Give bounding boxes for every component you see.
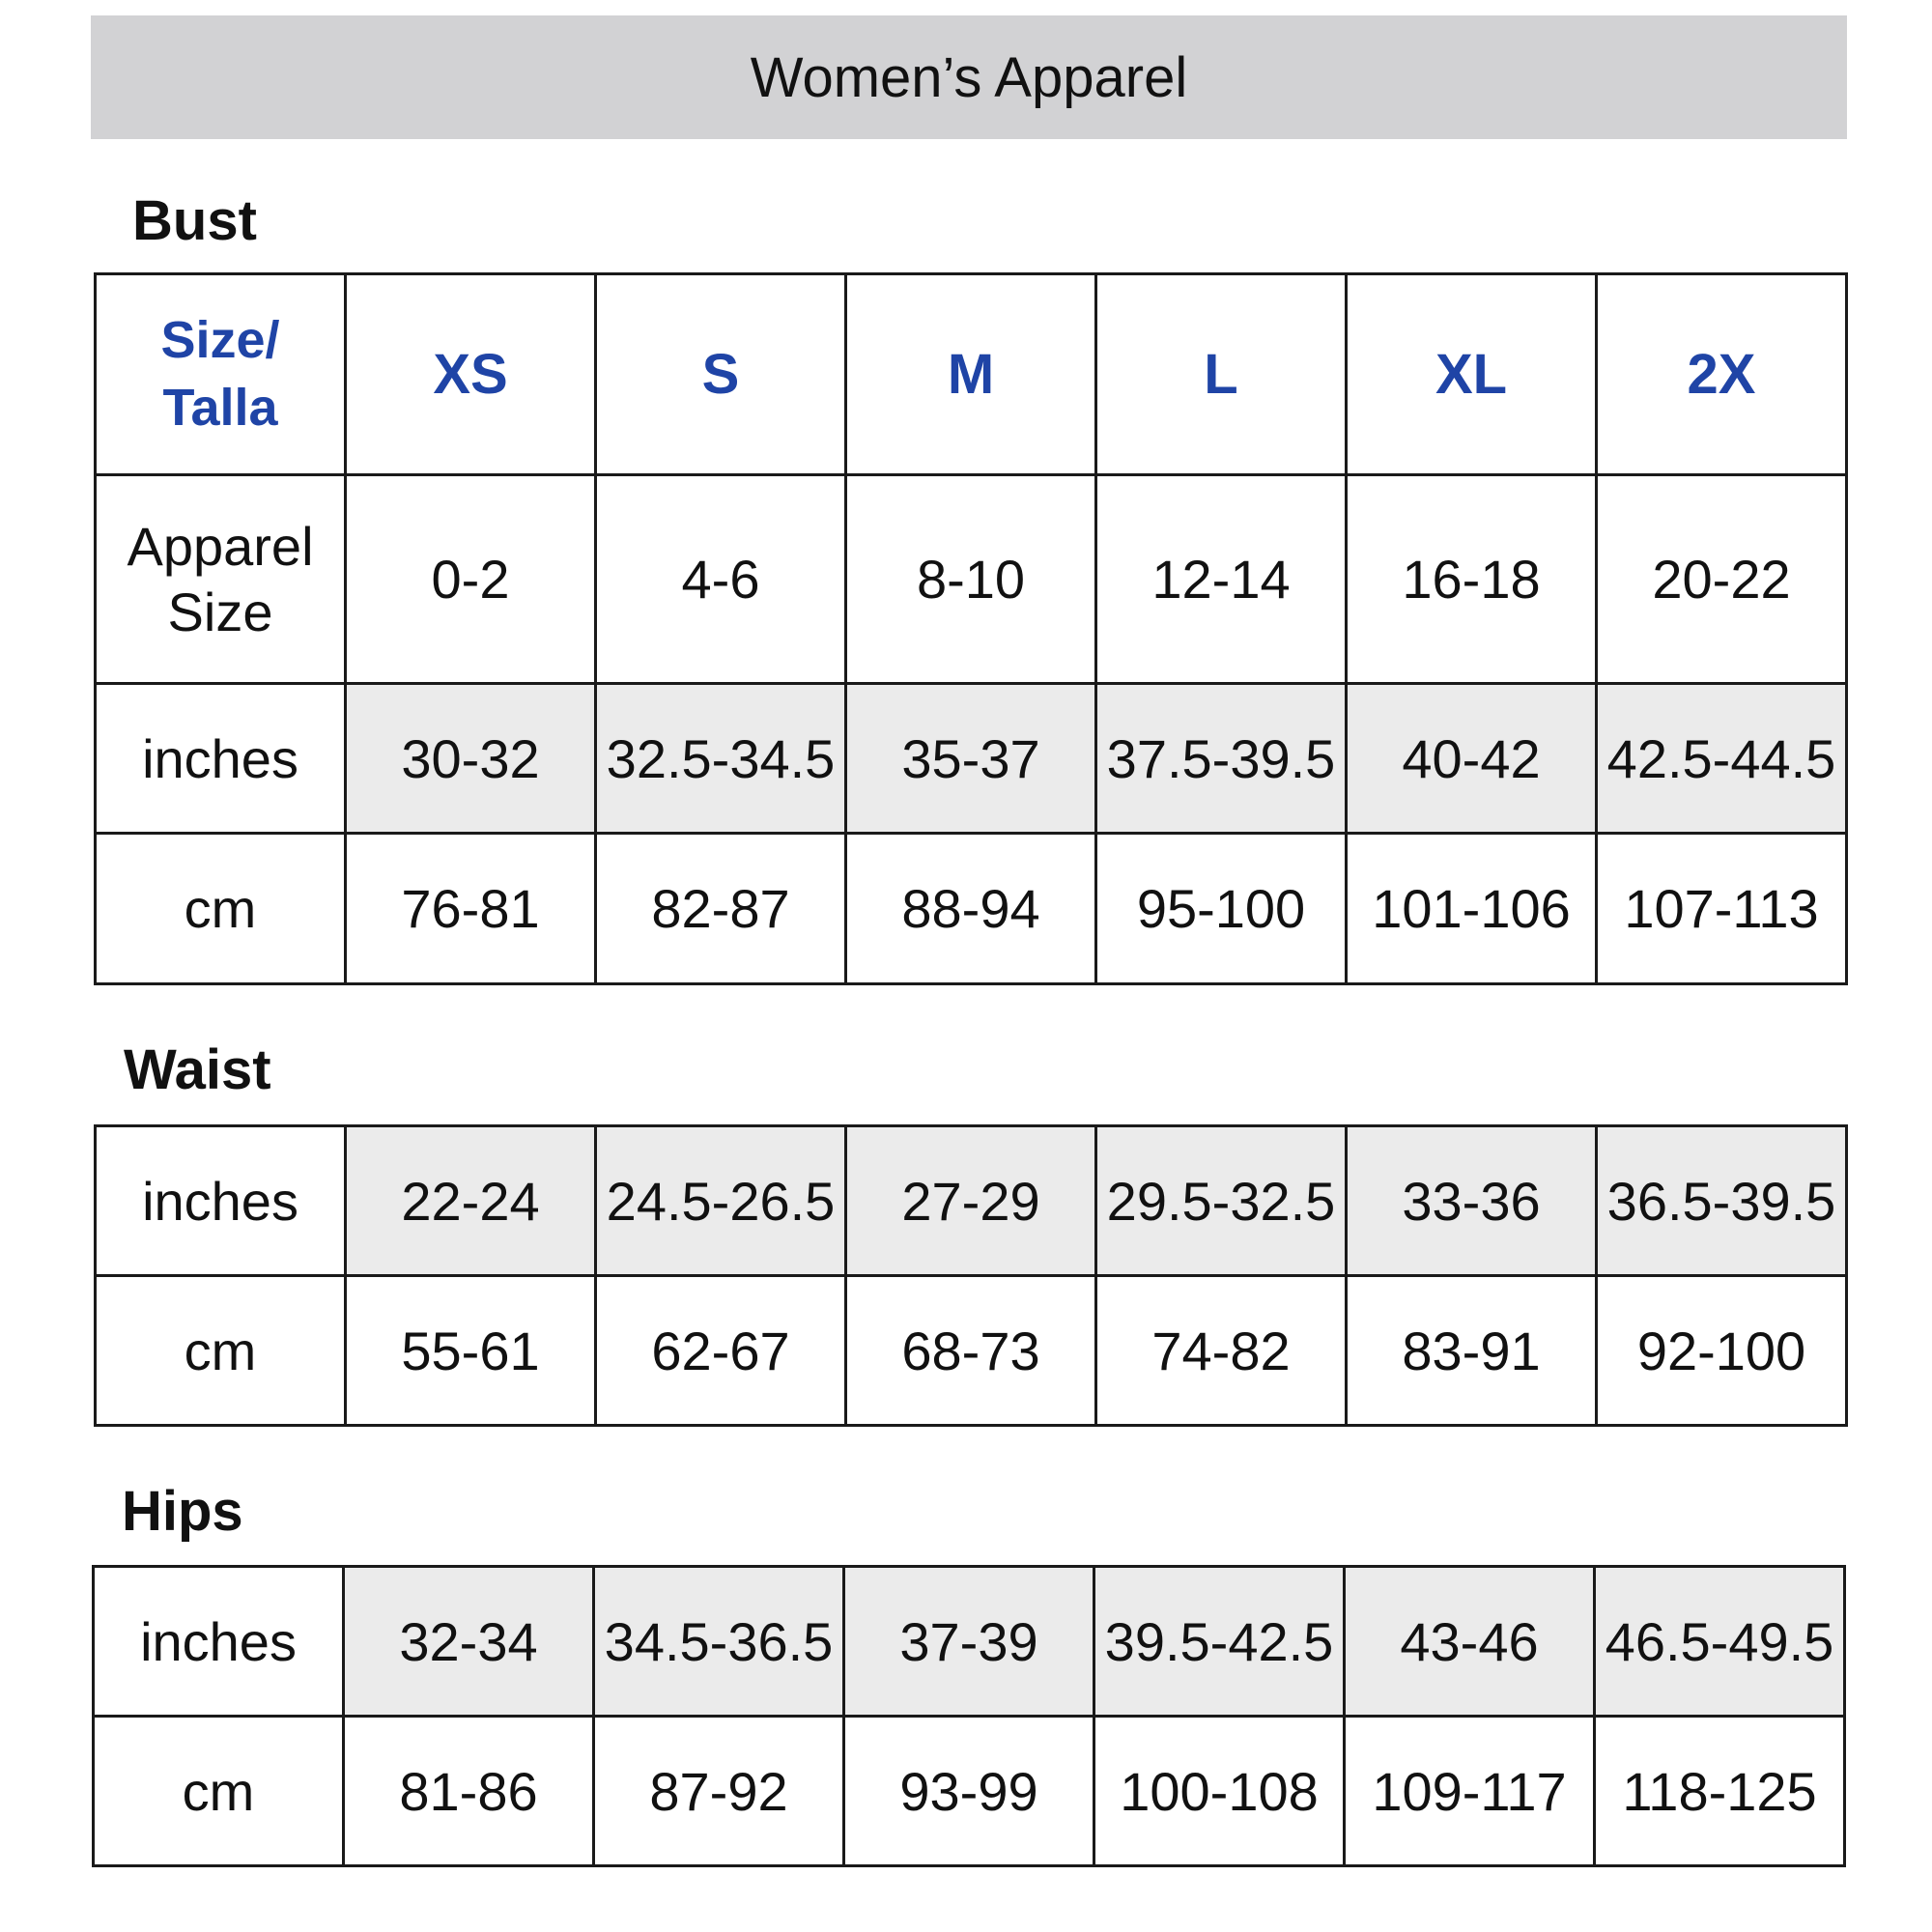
hips-inches-cell: 46.5-49.5 <box>1595 1567 1845 1717</box>
waist-table <box>94 1124 1848 1427</box>
hips-cm-row <box>94 1717 1845 1866</box>
waist-cm-cell: 83-91 <box>1347 1276 1597 1426</box>
bust-inches-cell: 30-32 <box>346 684 596 834</box>
apparel-size-label-line1: Apparel <box>127 516 314 578</box>
bust-cm-cell: 82-87 <box>596 834 846 984</box>
bust-section-label: Bust <box>132 189 257 252</box>
size-header-line2: Talla <box>162 378 278 437</box>
waist-inches-cell: 29.5-32.5 <box>1096 1126 1347 1276</box>
apparel-size-cell: 12-14 <box>1096 475 1347 684</box>
bust-inches-row <box>96 684 1847 834</box>
waist-inches-cell: 27-29 <box>846 1126 1096 1276</box>
page-title: Women’s Apparel <box>750 45 1188 109</box>
waist-inches-cell: 24.5-26.5 <box>596 1126 846 1276</box>
bust-inches-label: inches <box>96 684 346 834</box>
hips-table <box>92 1565 1846 1867</box>
waist-cm-cell: 62-67 <box>596 1276 846 1426</box>
apparel-size-cell: 8-10 <box>846 475 1096 684</box>
hips-inches-cell: 32-34 <box>344 1567 594 1717</box>
bust-cm-cell: 101-106 <box>1347 834 1597 984</box>
size-2x: 2X <box>1597 274 1847 475</box>
apparel-size-label <box>96 475 346 684</box>
waist-cm-cell: 68-73 <box>846 1276 1096 1426</box>
waist-cm-row <box>96 1276 1847 1426</box>
bust-cm-cell: 88-94 <box>846 834 1096 984</box>
waist-inches-cell: 22-24 <box>346 1126 596 1276</box>
waist-section-label: Waist <box>124 1038 271 1101</box>
hips-inches-cell: 43-46 <box>1345 1567 1595 1717</box>
bust-cm-row <box>96 834 1847 984</box>
size-l: L <box>1096 274 1347 475</box>
hips-inches-label: inches <box>94 1567 344 1717</box>
hips-cm-cell: 109-117 <box>1345 1717 1595 1866</box>
size-header-cell <box>96 274 346 475</box>
hips-inches-cell: 34.5-36.5 <box>594 1567 844 1717</box>
hips-cm-cell: 93-99 <box>844 1717 1094 1866</box>
size-s: S <box>596 274 846 475</box>
hips-inches-cell: 37-39 <box>844 1567 1094 1717</box>
hips-cm-cell: 87-92 <box>594 1717 844 1866</box>
waist-inches-row <box>96 1126 1847 1276</box>
waist-inches-cell: 33-36 <box>1347 1126 1597 1276</box>
apparel-size-cell: 20-22 <box>1597 475 1847 684</box>
hips-cm-cell: 81-86 <box>344 1717 594 1866</box>
apparel-size-cell: 16-18 <box>1347 475 1597 684</box>
size-m: M <box>846 274 1096 475</box>
bust-cm-label: cm <box>96 834 346 984</box>
waist-cm-cell: 55-61 <box>346 1276 596 1426</box>
size-header-line1: Size/ <box>160 311 280 370</box>
waist-inches-cell: 36.5-39.5 <box>1597 1126 1847 1276</box>
bust-cm-cell: 107-113 <box>1597 834 1847 984</box>
apparel-size-cell: 4-6 <box>596 475 846 684</box>
hips-cm-label: cm <box>94 1717 344 1866</box>
bust-inches-cell: 42.5-44.5 <box>1597 684 1847 834</box>
hips-cm-cell: 100-108 <box>1094 1717 1345 1866</box>
hips-cm-cell: 118-125 <box>1595 1717 1845 1866</box>
bust-inches-cell: 40-42 <box>1347 684 1597 834</box>
title-bar <box>91 15 1847 139</box>
waist-cm-cell: 74-82 <box>1096 1276 1347 1426</box>
bust-inches-cell: 37.5-39.5 <box>1096 684 1347 834</box>
bust-inches-cell: 35-37 <box>846 684 1096 834</box>
bust-table <box>94 272 1848 985</box>
apparel-size-row <box>96 475 1847 684</box>
bust-cm-cell: 95-100 <box>1096 834 1347 984</box>
size-xl: XL <box>1347 274 1597 475</box>
apparel-size-cell: 0-2 <box>346 475 596 684</box>
size-header-row <box>96 274 1847 475</box>
waist-inches-label: inches <box>96 1126 346 1276</box>
waist-cm-label: cm <box>96 1276 346 1426</box>
hips-inches-cell: 39.5-42.5 <box>1094 1567 1345 1717</box>
hips-inches-row <box>94 1567 1845 1717</box>
apparel-size-label-line2: Size <box>167 581 273 642</box>
size-xs: XS <box>346 274 596 475</box>
waist-cm-cell: 92-100 <box>1597 1276 1847 1426</box>
hips-section-label: Hips <box>122 1480 243 1543</box>
bust-inches-cell: 32.5-34.5 <box>596 684 846 834</box>
bust-cm-cell: 76-81 <box>346 834 596 984</box>
